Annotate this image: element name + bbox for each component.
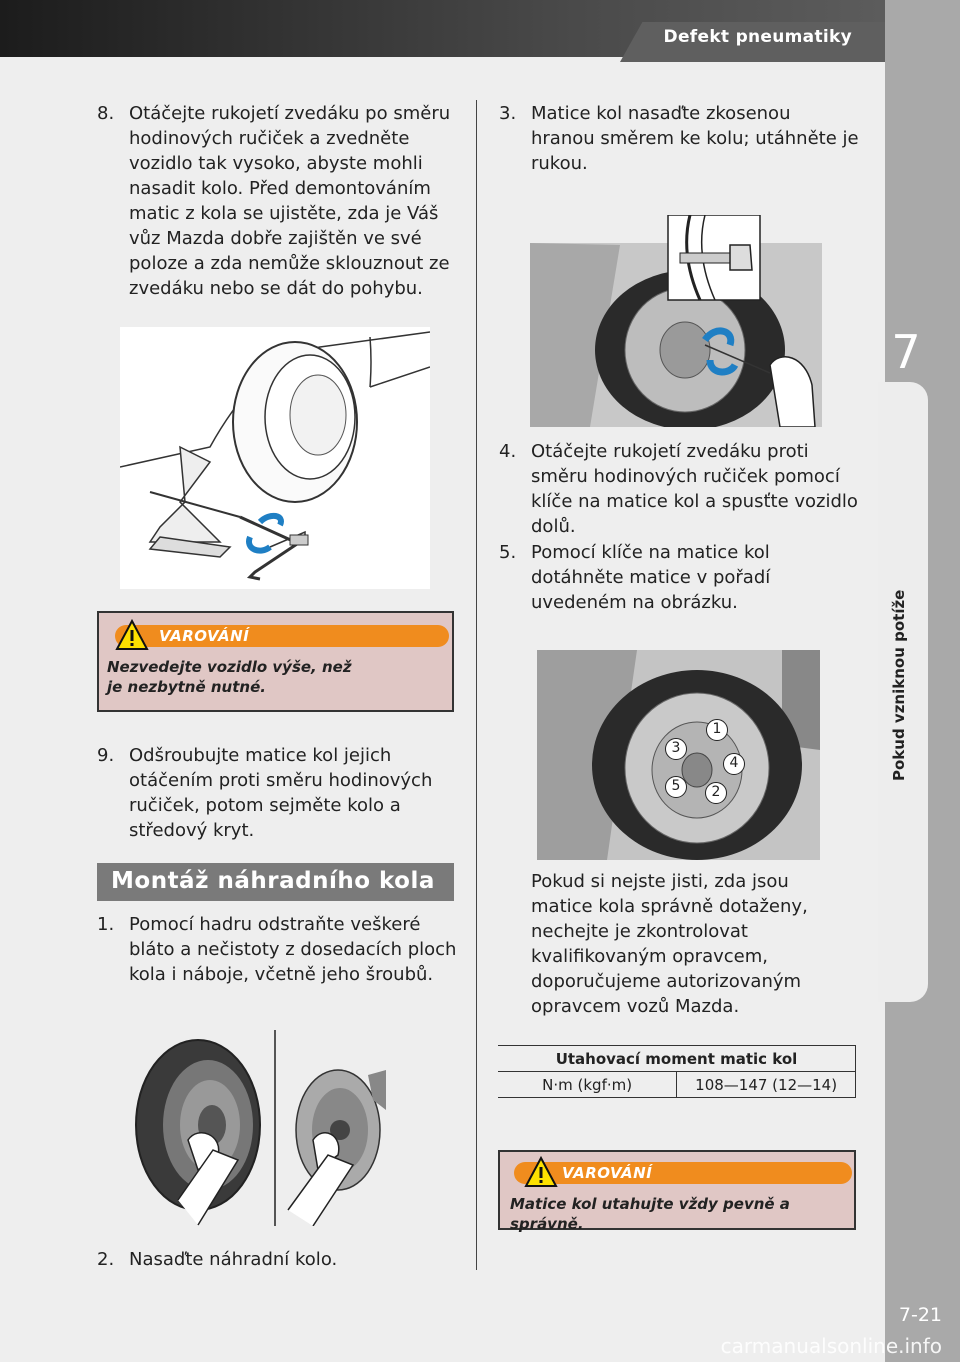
warning-header xyxy=(115,625,449,647)
warning-text: Nezvedejte vozidlo výše, než je nezbytně nutné. xyxy=(107,658,352,696)
step-number: 5. xyxy=(499,542,517,563)
warning-text: Matice kol utahujte vždy pevně a správně. xyxy=(510,1195,790,1233)
nut-marker: 4 xyxy=(723,753,745,775)
page-number: 7-21 xyxy=(898,1304,942,1326)
step-number: 3. xyxy=(499,103,517,124)
step-text: Otáčejte rukojetí zvedáku proti směru hodinových ručiček pomocí klíče na matice kol a spusťte vozidlo dolů. xyxy=(531,441,858,537)
torque-table-header: Utahovací moment matic kol xyxy=(498,1046,856,1072)
warning-box xyxy=(498,1150,856,1233)
step-text: Nasaďte náhradní kolo. xyxy=(129,1249,338,1270)
jack-illustration xyxy=(120,327,430,589)
step-text: Pomocí hadru odstraňte veškeré bláto a nečistoty z dosedacích ploch kola i náboje, včetně jeho šroubů. xyxy=(129,914,457,985)
warning-label: VAROVÁNÍ xyxy=(562,1164,653,1182)
step-text: Matice kol nasaďte zkosenou hranou směrem ke kolu; utáhněte je rukou. xyxy=(531,103,859,174)
step-number: 2. xyxy=(97,1249,115,1270)
step-5 xyxy=(499,540,859,615)
step-4 xyxy=(499,439,859,539)
nut-marker: 1 xyxy=(706,719,728,741)
step-number: 4. xyxy=(499,441,517,462)
torque-table xyxy=(498,1045,856,1098)
torque-value: 108—147 (12—14) xyxy=(677,1072,856,1098)
section-heading: Montáž náhradního kola xyxy=(97,863,454,901)
wheel-nut-illustration xyxy=(530,215,822,427)
nut-marker: 2 xyxy=(705,782,727,804)
step-text: Otáčejte rukojetí zvedáku po směru hodinových ručiček a zvedněte vozidlo tak vysoko, abyste mohli nasadit kolo. Před demontováním matic z kola se ujistěte, zda je Váš vůz Mazda dobře zajištěn ve své poloze a zda nemůže sklouznout ze zvedáku nebo se dát do pohybu. xyxy=(129,103,451,299)
nut-marker: 5 xyxy=(665,776,687,798)
warning-triangle-icon xyxy=(524,1156,558,1188)
step-number: 8. xyxy=(97,103,115,124)
chapter-number: 7 xyxy=(891,325,921,379)
watermark: carmanualsonline.info xyxy=(720,1334,942,1358)
step-number: 9. xyxy=(97,745,115,766)
warning-header xyxy=(514,1162,852,1184)
note-text: Pokud si nejste jisti, zda jsou matice kola správně dotaženy, nechejte je zkontrolovat kvalifikovaným opravcem, doporučujeme autorizovaným opravcem vozů Mazda. xyxy=(531,871,808,1017)
torque-unit: N·m (kgf·m) xyxy=(498,1072,677,1098)
chapter-label: Pokud vzniknou potíže xyxy=(890,589,908,781)
column-divider xyxy=(476,100,477,1270)
step-text: Odšroubujte matice kol jejich otáčením proti směru hodinových ručiček, potom sejměte kolo a středový kryt. xyxy=(129,745,433,841)
step-number: 1. xyxy=(97,914,115,935)
step-1 xyxy=(97,912,457,987)
nut-marker: 3 xyxy=(665,738,687,760)
warning-box xyxy=(97,611,454,712)
nut-order-illustration xyxy=(537,650,820,860)
step-text: Pomocí klíče na matice kol dotáhněte matice v pořadí uvedeném na obrázku. xyxy=(531,542,771,613)
step-3 xyxy=(499,101,859,176)
warning-label: VAROVÁNÍ xyxy=(159,627,250,645)
step-9 xyxy=(97,743,457,843)
cleaning-illustration xyxy=(128,1030,386,1226)
step-2 xyxy=(97,1247,457,1272)
page-section-title: Defekt pneumatiky xyxy=(663,27,852,47)
step-8 xyxy=(97,101,457,301)
warning-triangle-icon xyxy=(115,619,149,651)
